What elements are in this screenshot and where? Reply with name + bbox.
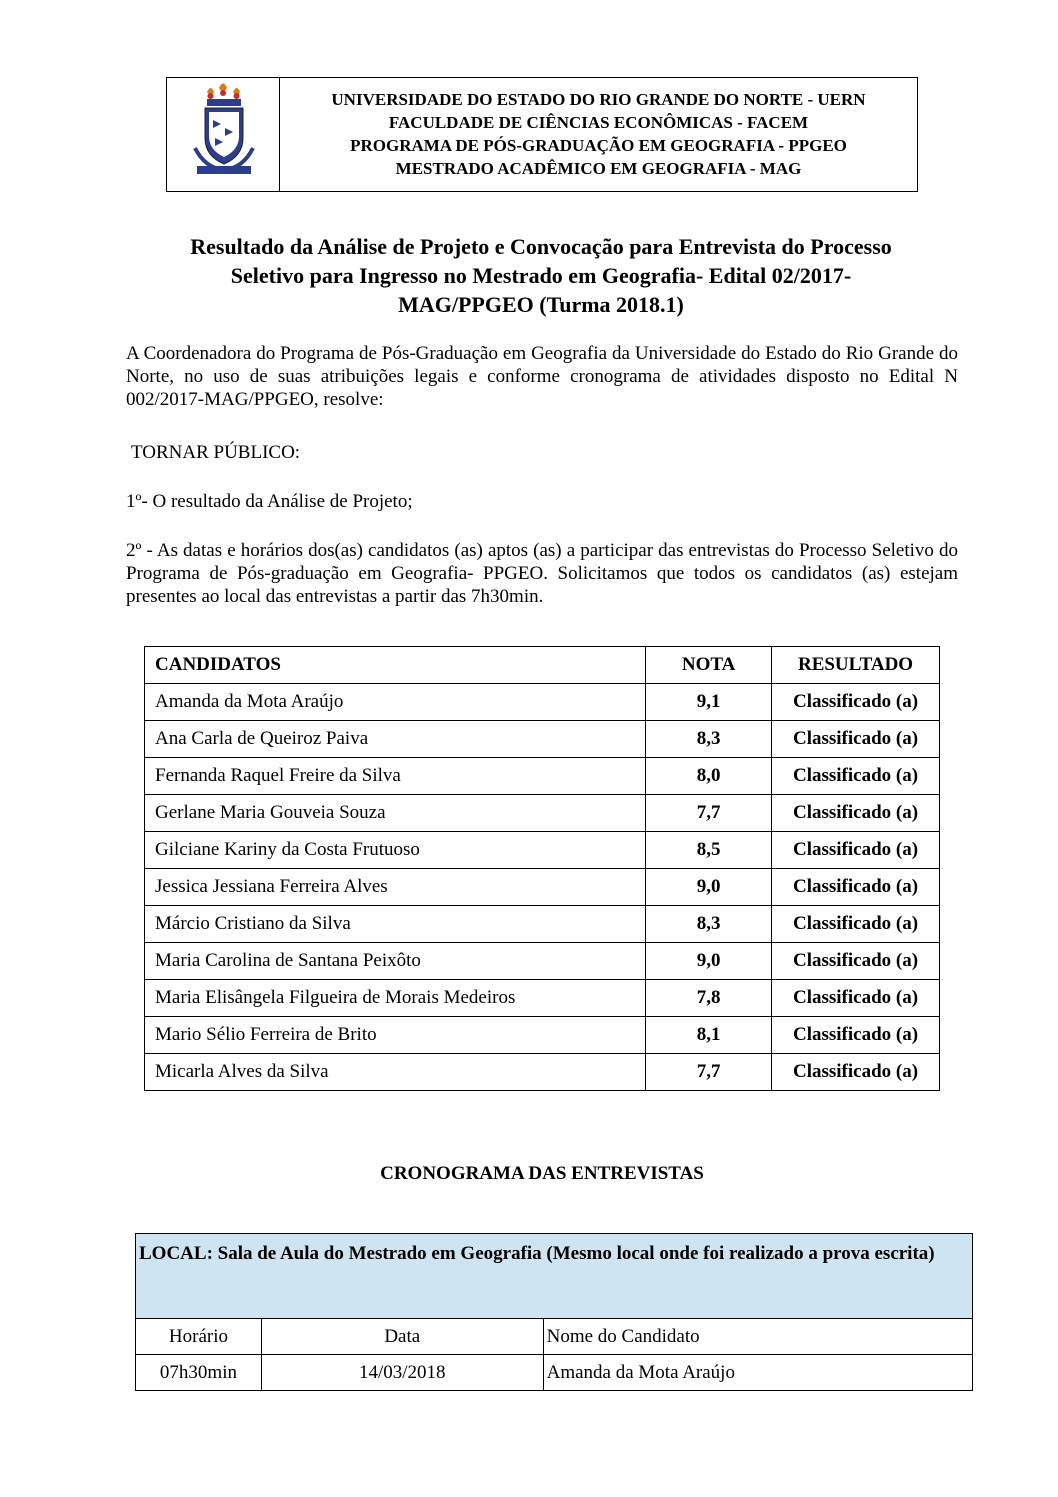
candidate-name: Maria Carolina de Santana Peixôto [145,943,646,980]
candidate-score: 7,7 [646,795,772,832]
candidate-score: 8,5 [646,832,772,869]
item-1-text: 1º- O resultado da Análise de Projeto; [126,491,413,512]
logo-cell [167,78,280,191]
table-row [145,721,940,758]
results-header-row [145,647,940,684]
title-line: MAG/PPGEO (Turma 2018.1) [398,292,684,317]
table-row [145,906,940,943]
candidate-name: Mario Sélio Ferreira de Brito [145,1017,646,1054]
candidate-score: 9,0 [646,869,772,906]
candidate-score: 8,3 [646,906,772,943]
schedule-time: 07h30min [136,1355,262,1391]
cronograma-title: CRONOGRAMA DAS ENTREVISTAS [380,1163,704,1184]
candidate-name: Micarla Alves da Silva [145,1054,646,1091]
header-candidatos: CANDIDATOS [145,647,646,684]
tornar-publico-text: TORNAR PÚBLICO: [131,442,301,463]
institution-header [166,77,918,192]
candidate-result: Classificado (a) [772,906,940,943]
candidate-result: Classificado (a) [772,795,940,832]
candidate-score: 7,8 [646,980,772,1017]
university-crest-icon [167,78,280,191]
candidate-score: 8,0 [646,758,772,795]
candidate-name: Fernanda Raquel Freire da Silva [145,758,646,795]
title-line: Resultado da Análise de Projeto e Convocação para Entrevista do Processo [190,234,892,259]
header-data: Data [261,1319,543,1355]
candidate-name: Maria Elisângela Filgueira de Morais Medeiros [145,980,646,1017]
candidate-score: 9,1 [646,684,772,721]
candidate-result: Classificado (a) [772,1054,940,1091]
table-row [145,795,940,832]
schedule-table [135,1233,973,1391]
candidate-name: Márcio Cristiano da Silva [145,906,646,943]
candidate-score: 9,0 [646,943,772,980]
schedule-local-cell: LOCAL: Sala de Aula do Mestrado em Geografia (Mesmo local onde foi realizado a prova escrita) [136,1234,973,1319]
table-row [145,758,940,795]
header-line: FACULDADE DE CIÊNCIAS ECONÔMICAS - FACEM [388,113,809,132]
header-nome: Nome do Candidato [543,1319,972,1355]
schedule-body [136,1355,973,1391]
table-row [145,1017,940,1054]
candidate-result: Classificado (a) [772,832,940,869]
results-table [144,646,940,1091]
table-row [136,1355,973,1391]
header-nota: NOTA [646,647,772,684]
header-line: UNIVERSIDADE DO ESTADO DO RIO GRANDE DO NORTE - UERN [331,90,866,109]
header-line: MESTRADO ACADÊMICO EM GEOGRAFIA - MAG [395,159,802,178]
candidate-result: Classificado (a) [772,684,940,721]
candidate-score: 7,7 [646,1054,772,1091]
candidate-result: Classificado (a) [772,869,940,906]
header-line: PROGRAMA DE PÓS-GRADUAÇÃO EM GEOGRAFIA - PPGEO [350,136,847,155]
table-row [145,1054,940,1091]
table-row [145,980,940,1017]
document-title [126,232,956,319]
results-body [145,684,940,1091]
schedule-date: 14/03/2018 [261,1355,543,1391]
candidate-name: Gerlane Maria Gouveia Souza [145,795,646,832]
schedule-header-row [136,1319,973,1355]
candidate-result: Classificado (a) [772,758,940,795]
intro-paragraph: A Coordenadora do Programa de Pós-Graduação em Geografia da Universidade do Estado do Rio Grande do Norte, no uso de suas atribuições legais e conforme cronograma de atividades disposto no Edital N 002/2017-MAG/PPGEO, resolve: [126,343,958,410]
table-row [145,684,940,721]
table-row [145,832,940,869]
candidate-result: Classificado (a) [772,943,940,980]
header-horario: Horário [136,1319,262,1355]
table-row [145,869,940,906]
candidate-name: Ana Carla de Queiroz Paiva [145,721,646,758]
header-resultado: RESULTADO [772,647,940,684]
candidate-name: Gilciane Kariny da Costa Frutuoso [145,832,646,869]
candidate-name: Amanda da Mota Araújo [145,684,646,721]
candidate-result: Classificado (a) [772,980,940,1017]
candidate-result: Classificado (a) [772,1017,940,1054]
candidate-score: 8,1 [646,1017,772,1054]
table-row [145,943,940,980]
candidate-name: Jessica Jessiana Ferreira Alves [145,869,646,906]
schedule-candidate: Amanda da Mota Araújo [543,1355,972,1391]
title-line: Seletivo para Ingresso no Mestrado em Geografia- Edital 02/2017- [230,263,852,288]
candidate-result: Classificado (a) [772,721,940,758]
candidate-score: 8,3 [646,721,772,758]
header-text [280,88,917,180]
item-2-text: 2º - As datas e horários dos(as) candidatos (as) aptos (as) a participar das entrevistas do Processo Seletivo do Programa de Pós-graduação em Geografia- PPGEO. Solicitamos que todos os candidatos (as) estejam presentes ao local das entrevistas a partir das 7h30min. [126,540,958,607]
